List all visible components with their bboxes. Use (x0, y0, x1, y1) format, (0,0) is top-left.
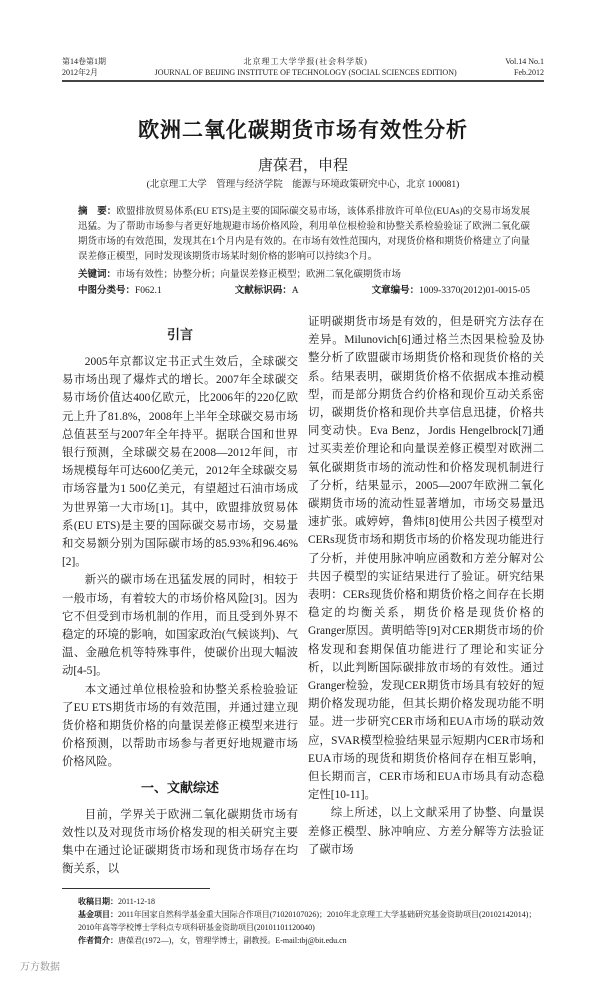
header-center (106, 56, 505, 78)
keywords (78, 267, 530, 283)
watermark: 万方数据 (20, 962, 60, 974)
article-affiliation: (北京理工大学 管理与经济学院 能源与环境政策研究中心，北京 100081) (146, 180, 460, 190)
paragraph: 新兴的碳市场在迅猛发展的同时，相较于一般市场，有着较大的市场价格风险[3]。因为它不但受到市场机制的作用，而且受到外界不稳定的环境的影响，如国家政治(气候谈判)、气温、金融危机等特殊事件，使碳价出现大幅波动[4-5]。 (62, 574, 298, 678)
clc-label: 中图分类号： (78, 285, 136, 296)
abstract-text: 欧盟排放贸易体系(EU ETS)是主要的国际碳交易市场，该体系排放许可单位(EUAs)的交易市场发展迅猛。为了帮助市场参与者更好地规避市场价格风险，利用单位根检验和协整关系检验验证了欧洲二氧化碳期货市场的有效范围，发现其在1个月内是有效的。在市场有效性范围内，对现货价格和期货价格建立了向量误差修正模型，同时发现该期货市场某时刻价格的影响可以持续3个月。 (78, 207, 530, 262)
volume-en: Vol.14 No.1 (505, 57, 544, 66)
paragraph: 目前，学界关于欧洲二氧化碳期货市场有效性以及对现货市场价格发现的相关研究主要集中在通过论证碳期货市场和现货市场存在均衡关系，以 (62, 808, 298, 876)
received-label: 收稿日期： (78, 897, 118, 907)
journal-cn: 北京理工大学学报(社会科学版) (243, 57, 368, 66)
fund-info (78, 908, 538, 934)
keywords-label: 关键词： (78, 269, 117, 280)
abstract (78, 204, 530, 265)
footnote-rule (62, 888, 210, 889)
paragraph: 2005年京都议定书正式生效后，全球碳交易市场出现了爆炸式的增长。2007年全球碳交易市场价值达400亿欧元，比2006年的220亿欧元上升了81.8%，2008年上半年全球碳交易市场总值甚至与2007年全年持平。据联合国和世界银行预测，全球碳交易在2008—2012年间，市场规模每年可达600亿美元，2012年全球碳交易市场容量为1 500亿美元，有望超过石油市场成为世界第一大市场[1]。其中，欧盟排放贸易体系(EU ETS)是主要的国际碳交易市场，交易量和交易额分别为国际碳市场的85.93%和96.46%[2]。 (62, 356, 298, 569)
clc-value: F062.1 (135, 286, 162, 296)
article-authors: 唐葆君，申程 (257, 158, 348, 174)
article-title: 欧洲二氧化碳期货市场有效性分析 (138, 118, 468, 142)
author-bio (78, 934, 538, 947)
journal-en: JOURNAL OF BEIJING INSTITUTE OF TECHNOLOGY (SOCIAL SCIENCES EDITION) (154, 68, 457, 77)
doc-code-label: 文献标识码： (234, 285, 292, 296)
article-number-label: 文章编号： (371, 285, 420, 296)
volume-cn: 第14卷第1期 (62, 57, 106, 66)
date-en: Feb.2012 (514, 68, 544, 77)
received-value: 2011-12-18 (118, 897, 156, 907)
body-columns (62, 313, 544, 878)
right-column (308, 313, 544, 878)
heading-introduction: 引言 (166, 328, 193, 343)
fund-value: 2011年国家自然科学基金重大国际合作项目(71020107026)；2010年北京理工大学基础研究基金资助项目(20102142014)；2010年高等学校博士学科点专项科研基金资助项目(20101101120040) (78, 910, 537, 933)
abstract-label: 摘 要： (78, 206, 117, 217)
received-date (78, 895, 538, 908)
footnotes (78, 895, 538, 947)
clc (78, 283, 162, 299)
date-cn: 2012年2月 (62, 68, 98, 77)
author-bio-value: 唐葆君(1972—)，女，管理学博士，副教授。E-mail:tbj@bit.edu.cn (118, 936, 347, 946)
header-left (62, 56, 106, 78)
article-number (372, 283, 530, 299)
paragraph: 综上所述，以上文献采用了协整、向量误差修正模型、脉冲响应、方差分解等方法验证了碳市场 (308, 807, 544, 856)
author-bio-label: 作者简介： (78, 936, 118, 946)
paragraph: 本文通过单位根检验和协整关系检验验证了EU ETS期货市场的有效范围，并通过建立现货价格和期货价格的向量误差修正模型来进行价格预测，以帮助市场参与者更好地规避市场价格风险。 (62, 683, 298, 769)
article-number-value: 1009-3370(2012)01-0015-05 (419, 286, 530, 296)
paragraph: 证明碳期货市场是有效的，但是研究方法存在差异。Milunovich[6]通过格兰杰因果检验及协整分析了欧盟碳市场期货价格和现货价格的关系。结果表明，碳期货价格不依据成本推动模型，而是部分期货合约价格和现价互动关系密切，碳期货价格和现价共享信息迅捷，价格共同变动快。Eva Benz，Jordis Hengelbrock[7]通过买卖差价理论和向量误差修正模型对欧洲二氧化碳期货市场的流动性和价格发现机制进行了分析，结果显示，2005—2007年欧洲二氧化碳期货市场的流动性显著增加，市场交易量迅速扩张。戚婷婷，鲁炜[8]使用公共因子模型对CERs现货市场和期货市场的价格发现功能进行了分析，并使用脉冲响应函数和方差分解对公共因子模型的实证结果进行了验证。研究结果表明：CERs现货价格和期货价格之间存在长期稳定的均衡关系，期货价格是现货价格的Granger原因。黄明皓等[9]对CER期货市场的价格发现和套期保值功能进行了理论和实证分析，以此判断国际碳排放市场的有效性。通过Granger检验，发现CER期货市场具有较好的短期价格发现功能，但其长期价格发现功能不明显。进一步研究CER市场和EUA市场的联动效应，SVAR模型检验结果显示短期内CER市场和EUA市场的现货和期货价格间存在相互影响，但长期而言，CER市场和EUA市场具有动态稳定性[10-11]。 (308, 316, 544, 802)
keywords-text: 市场有效性；协整分析；向量误差修正模型；欧洲二氧化碳期货市场 (116, 270, 402, 280)
fund-label: 基金项目： (78, 910, 118, 920)
heading-literature-review: 一、文献综述 (140, 780, 219, 796)
doc-code (235, 283, 299, 299)
classification-row (78, 283, 530, 299)
header-rule (62, 80, 544, 82)
header-right (505, 56, 544, 78)
left-column (62, 313, 298, 878)
doc-code-value: A (291, 286, 299, 296)
article-meta (78, 267, 530, 299)
running-header (62, 56, 544, 78)
